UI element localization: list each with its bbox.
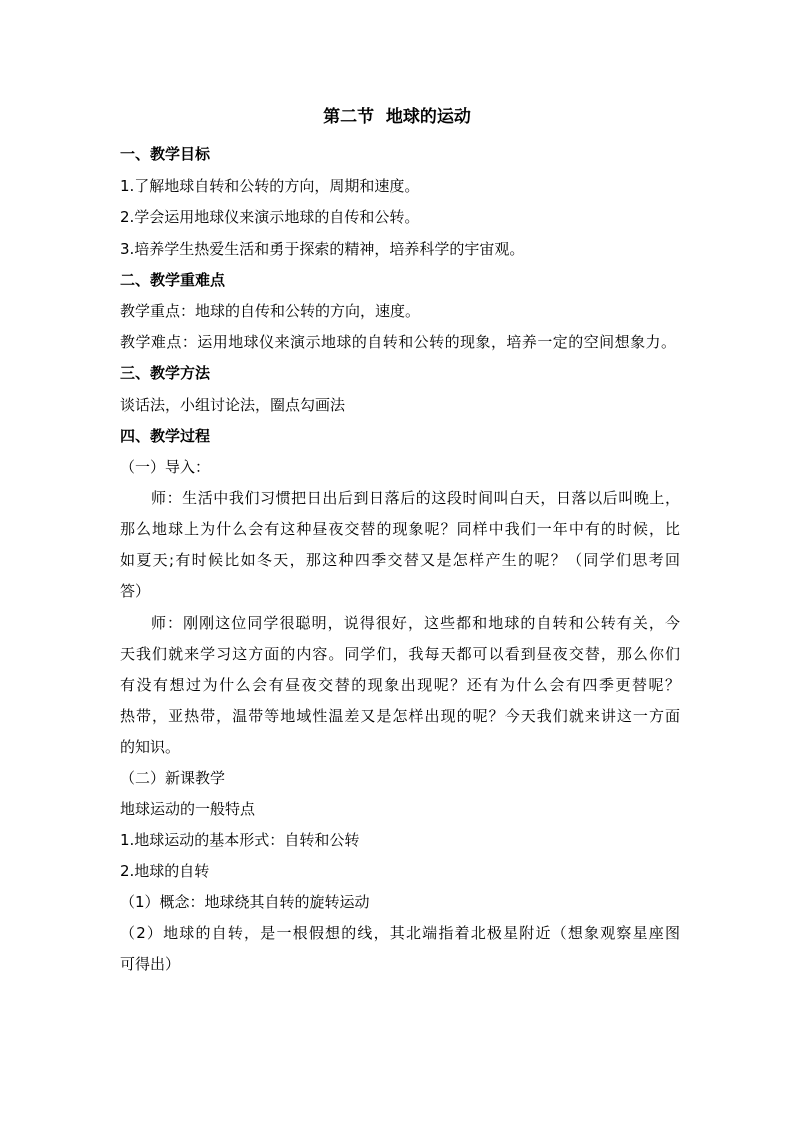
difficult-point-text: 教学难点：运用地球仪来演示地球的自转和公转的现象，培养一定的空间想象力。 [120, 333, 676, 351]
intro-paragraph-2-line-5: 的知识。 [120, 738, 181, 756]
key-point-text: 教学重点：地球的自传和公转的方向，速度。 [120, 302, 421, 320]
goal-item-2: 2.学会运用地球仪来演示地球的自传和公转。 [120, 208, 420, 226]
heading-key-points: 二、教学重难点 [120, 271, 226, 289]
intro-paragraph-2-line-2: 天我们就来学习这方面的内容。同学们，我每天都可以看到昼夜交替，那么你们 [120, 645, 680, 663]
intro-paragraph-2-line-1: 师：刚刚这位同学很聪明，说得很好，这些都和地球的自转和公转有关，今 [151, 614, 680, 632]
heading-teaching-process: 四、教学过程 [120, 427, 211, 445]
goal-item-3: 3.培养学生热爱生活和勇于探索的精神，培养科学的宇宙观。 [120, 240, 525, 258]
document-title: 第二节 地球的运动 [323, 107, 471, 127]
rotation-axis-line-1: （2）地球的自转，是一根假想的线，其北端指着北极星附近（想象观察星座图 [120, 924, 680, 942]
intro-paragraph-2-line-4: 热带，亚热带，温带等地域性温差又是怎样出现的呢？今天我们就来讲这一方面 [120, 707, 680, 725]
rotation-concept: （1）概念：地球绕其自转的旋转运动 [120, 893, 370, 911]
heading-teaching-goals: 一、教学目标 [120, 145, 211, 163]
heading-teaching-methods: 三、教学方法 [120, 364, 211, 382]
intro-paragraph-2-line-3: 有没有想过为什么会有昼夜交替的现象出现呢？还有为什么会有四季更替呢？ [120, 676, 680, 694]
section-general-features: 地球运动的一般特点 [120, 800, 256, 818]
intro-paragraph-1-line-3: 如夏天;有时候比如冬天，那这种四季交替又是怎样产生的呢？（同学们思考回 [120, 551, 680, 569]
intro-paragraph-1-line-2: 那么地球上为什么会有这种昼夜交替的现象呢？同样中我们一年中有的时候，比 [120, 520, 680, 538]
methods-text: 谈话法，小组讨论法，圈点勾画法 [120, 396, 346, 414]
intro-paragraph-1-line-4: 答） [120, 582, 151, 600]
goal-item-1: 1.了解地球自转和公转的方向，周期和速度。 [120, 177, 420, 195]
rotation-axis-line-2: 可得出） [120, 955, 181, 973]
feature-item-1: 1.地球运动的基本形式：自转和公转 [120, 831, 360, 849]
subheading-new-lesson: （二）新课教学 [120, 769, 226, 787]
feature-item-2: 2.地球的自转 [120, 862, 210, 880]
intro-paragraph-1-line-1: 师：生活中我们习惯把日出后到日落后的这段时间叫白天，日落以后叫晚上， [151, 489, 680, 507]
subheading-intro: （一）导入： [120, 458, 211, 476]
